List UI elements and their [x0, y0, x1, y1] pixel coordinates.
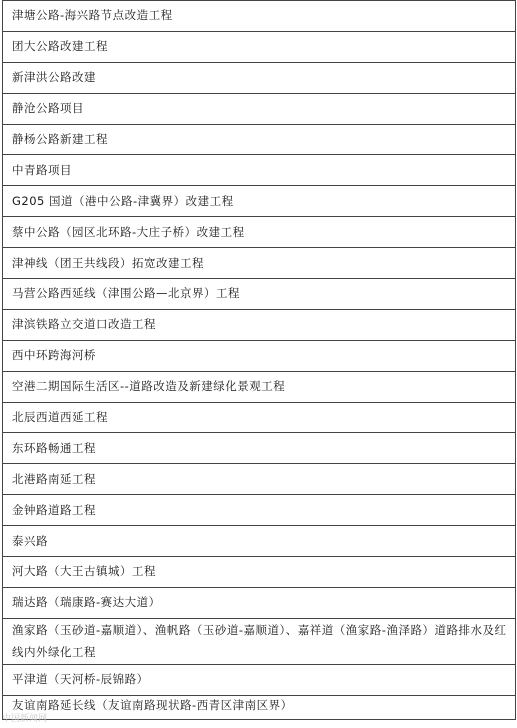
table-row [3, 433, 516, 464]
table-cell: 平津道（天河桥-辰锦路） [3, 664, 516, 695]
table-cell: 友谊南路延长线（友谊南路现状路-西青区津南区界） [3, 695, 516, 719]
table-cell: 静沧公路项目 [3, 93, 516, 124]
table-cell: 金钟路道路工程 [3, 495, 516, 526]
table-cell: 蔡中公路（园区北环路-大庄子桥）改建工程 [3, 217, 516, 248]
table-cell: 河大路（大王古镇城）工程 [3, 557, 516, 588]
table-row [3, 155, 516, 186]
table-row [3, 186, 516, 217]
table-row [3, 62, 516, 93]
table-row [3, 371, 516, 402]
watermark: 中国新闻网 [2, 714, 48, 724]
table-cell: 静杨公路新建工程 [3, 124, 516, 155]
table-row [3, 464, 516, 495]
table-cell: 东环路畅通工程 [3, 433, 516, 464]
table-row [3, 309, 516, 340]
table-row [3, 695, 516, 719]
table-row [3, 618, 516, 664]
table-row [3, 557, 516, 588]
table-row [3, 279, 516, 310]
table-cell: 北辰西道西延工程 [3, 402, 516, 433]
table-row [3, 340, 516, 371]
table-row [3, 402, 516, 433]
table-cell: 泰兴路 [3, 526, 516, 557]
table-row [3, 217, 516, 248]
table-cell: 新津洪公路改建 [3, 62, 516, 93]
table-row [3, 664, 516, 695]
table-cell: 西中环跨海河桥 [3, 340, 516, 371]
table-cell: G205 国道（港中公路-津冀界）改建工程 [3, 186, 516, 217]
table-row [3, 1, 516, 32]
table-row [3, 93, 516, 124]
table-cell: 津塘公路-海兴路节点改造工程 [3, 1, 516, 32]
table-row [3, 495, 516, 526]
table-row [3, 526, 516, 557]
table-cell: 空港二期国际生活区--道路改造及新建绿化景观工程 [3, 371, 516, 402]
table-cell: 渔家路（玉砂道-嘉顺道）、渔帆路（玉砂道-嘉顺道）、嘉祥道（渔家路-渔泽路）道路排水及红线内外绿化工程 [3, 618, 516, 664]
table-row [3, 124, 516, 155]
project-table [2, 0, 516, 720]
table-cell: 团大公路改建工程 [3, 31, 516, 62]
table-cell: 津神线（团王共线段）拓宽改建工程 [3, 248, 516, 279]
table-cell: 马营公路西延线（津围公路—北京界）工程 [3, 279, 516, 310]
table-row [3, 31, 516, 62]
table-cell: 津滨铁路立交道口改造工程 [3, 309, 516, 340]
table-row [3, 248, 516, 279]
table-cell: 中青路项目 [3, 155, 516, 186]
table-row [3, 587, 516, 618]
table-cell: 北港路南延工程 [3, 464, 516, 495]
table-cell: 瑞达路（瑞康路-赛达大道） [3, 587, 516, 618]
